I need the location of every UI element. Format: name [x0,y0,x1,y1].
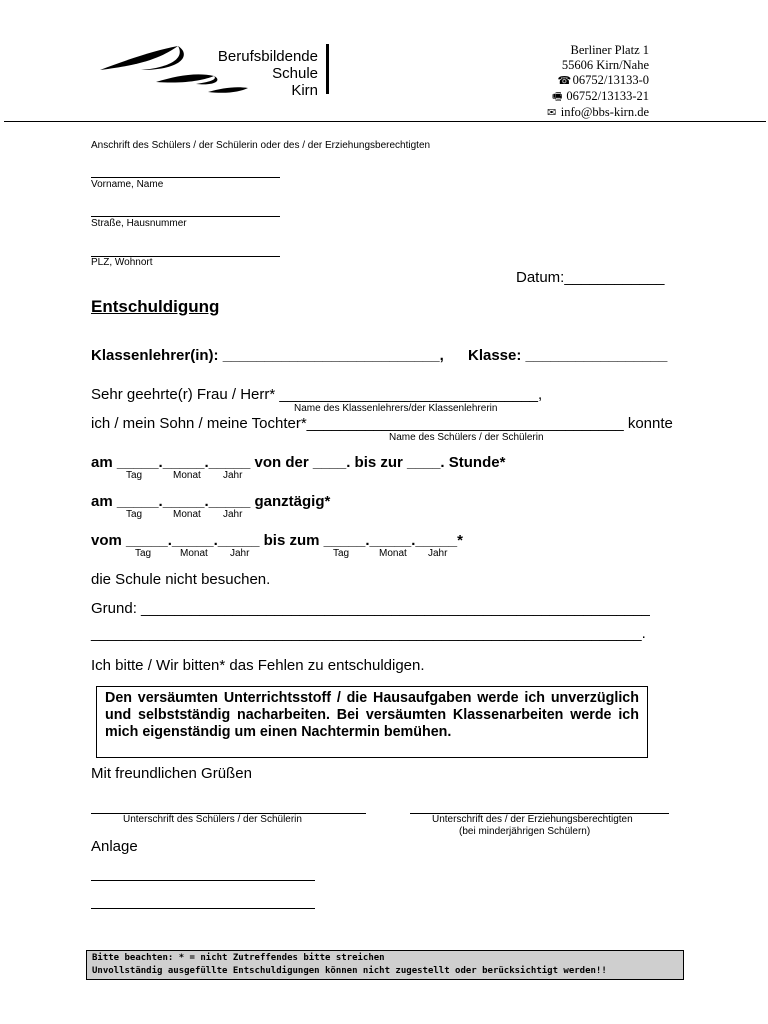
absence-range-from-month: Monat [180,548,208,559]
absence-fullday-month: Monat [173,509,201,520]
fax-icon: 🖷 [552,91,563,103]
class-field: Klasse: _________________ [468,347,668,364]
logo-line-1: Berufsbildende [217,48,318,65]
logo-vertical-bar [326,44,329,94]
reason-line-2: __________________________________________________________________. [91,625,646,642]
absence-range-from-year: Jahr [230,548,250,559]
contact-phone: 06752/13133-0 [572,73,649,87]
absence-hours-month: Monat [173,470,201,481]
attachment-line-1 [91,880,315,881]
attachment-line-2 [91,908,315,909]
student-signature-label: Unterschrift des Schülers / der Schülerin [123,814,302,825]
date-field: Datum:____________ [516,269,665,286]
footer-line-1: Bitte beachten: * = nicht Zutreffendes bitte streichen [92,953,385,963]
footer-notice [86,950,684,980]
contact-city: 55606 Kirn/Nahe [561,58,649,72]
name-label: Vorname, Name [91,179,164,190]
guardian-signature-label: Unterschrift des / der Erziehungsberechtigten [432,814,633,825]
notice-text: Den versäumten Unterrichtsstoff / die Hausaufgaben werde ich unverzüglich und selbstständig nacharbeiten. Bei versäumten Klassenarbeiten werde ich mich eigenständig um einen Nachtermin bemühen. [105,690,639,740]
name-line [91,177,280,178]
city-label: PLZ, Wohnort [91,257,153,268]
student-line: ich / mein Sohn / meine Tochter*______________________________________ konnte [91,415,673,432]
envelope-icon: ✉ [547,107,557,119]
absence-fullday-year: Jahr [223,509,243,520]
absence-range-line: vom _____._____._____ bis zum _____._____._____* [91,532,463,549]
absence-range-from-day: Tag [135,548,152,559]
contact-phone-row [546,73,649,89]
greeting-text: Mit freundlichen Grüßen [91,765,252,782]
absence-hours-line: am _____._____._____ von der ____. bis zur ____. Stunde* [91,454,506,471]
street-line [91,216,280,217]
street-label: Straße, Hausnummer [91,218,187,229]
absence-range-to-day: Tag [333,548,350,559]
logo-line-2: Schule [272,65,318,82]
page-title: Entschuldigung [91,297,220,316]
reason-line-1: Grund: _____________________________________________________________ [91,600,650,617]
contact-fax-row [546,89,649,105]
contact-fax: 06752/13133-21 [566,89,649,103]
contact-email: info@bbs-kirn.de [560,105,649,119]
class-teacher-field: Klassenlehrer(in): __________________________, [91,347,444,364]
salutation-line: Sehr geehrte(r) Frau / Herr* _______________________________, [91,386,543,403]
telephone-icon: ☎ [557,75,572,87]
request-text: Ich bitte / Wir bitten* das Fehlen zu entschuldigen. [91,657,425,674]
logo-line-3: Kirn [291,82,318,99]
guardian-signature-note: (bei minderjährigen Schülern) [459,826,591,837]
absence-fullday-line: am _____._____._____ ganztägig* [91,493,331,510]
school-name [186,48,318,99]
header-divider [4,121,766,122]
absence-fullday-day: Tag [126,509,143,520]
absence-range-to-year: Jahr [428,548,448,559]
notice-box [96,686,648,758]
student-caption: Name des Schülers / der Schülerin [389,432,544,443]
contact-email-row [546,105,649,121]
address-heading: Anschrift des Schülers / der Schülerin oder des / der Erziehungsberechtigten [91,140,431,151]
footer-line-2: Unvollständig ausgefüllte Entschuldigungen können nicht zugestellt oder berücksichtigt werden!! [92,966,607,976]
absence-range-to-month: Monat [379,548,407,559]
absence-hours-year: Jahr [223,470,243,481]
salutation-caption: Name des Klassenlehrers/der Klassenlehrerin [294,403,498,414]
not-attend-text: die Schule nicht besuchen. [91,571,271,588]
contact-block [546,43,649,121]
contact-street: Berliner Platz 1 [570,43,649,57]
absence-hours-day: Tag [126,470,143,481]
attachment-label: Anlage [91,838,138,855]
